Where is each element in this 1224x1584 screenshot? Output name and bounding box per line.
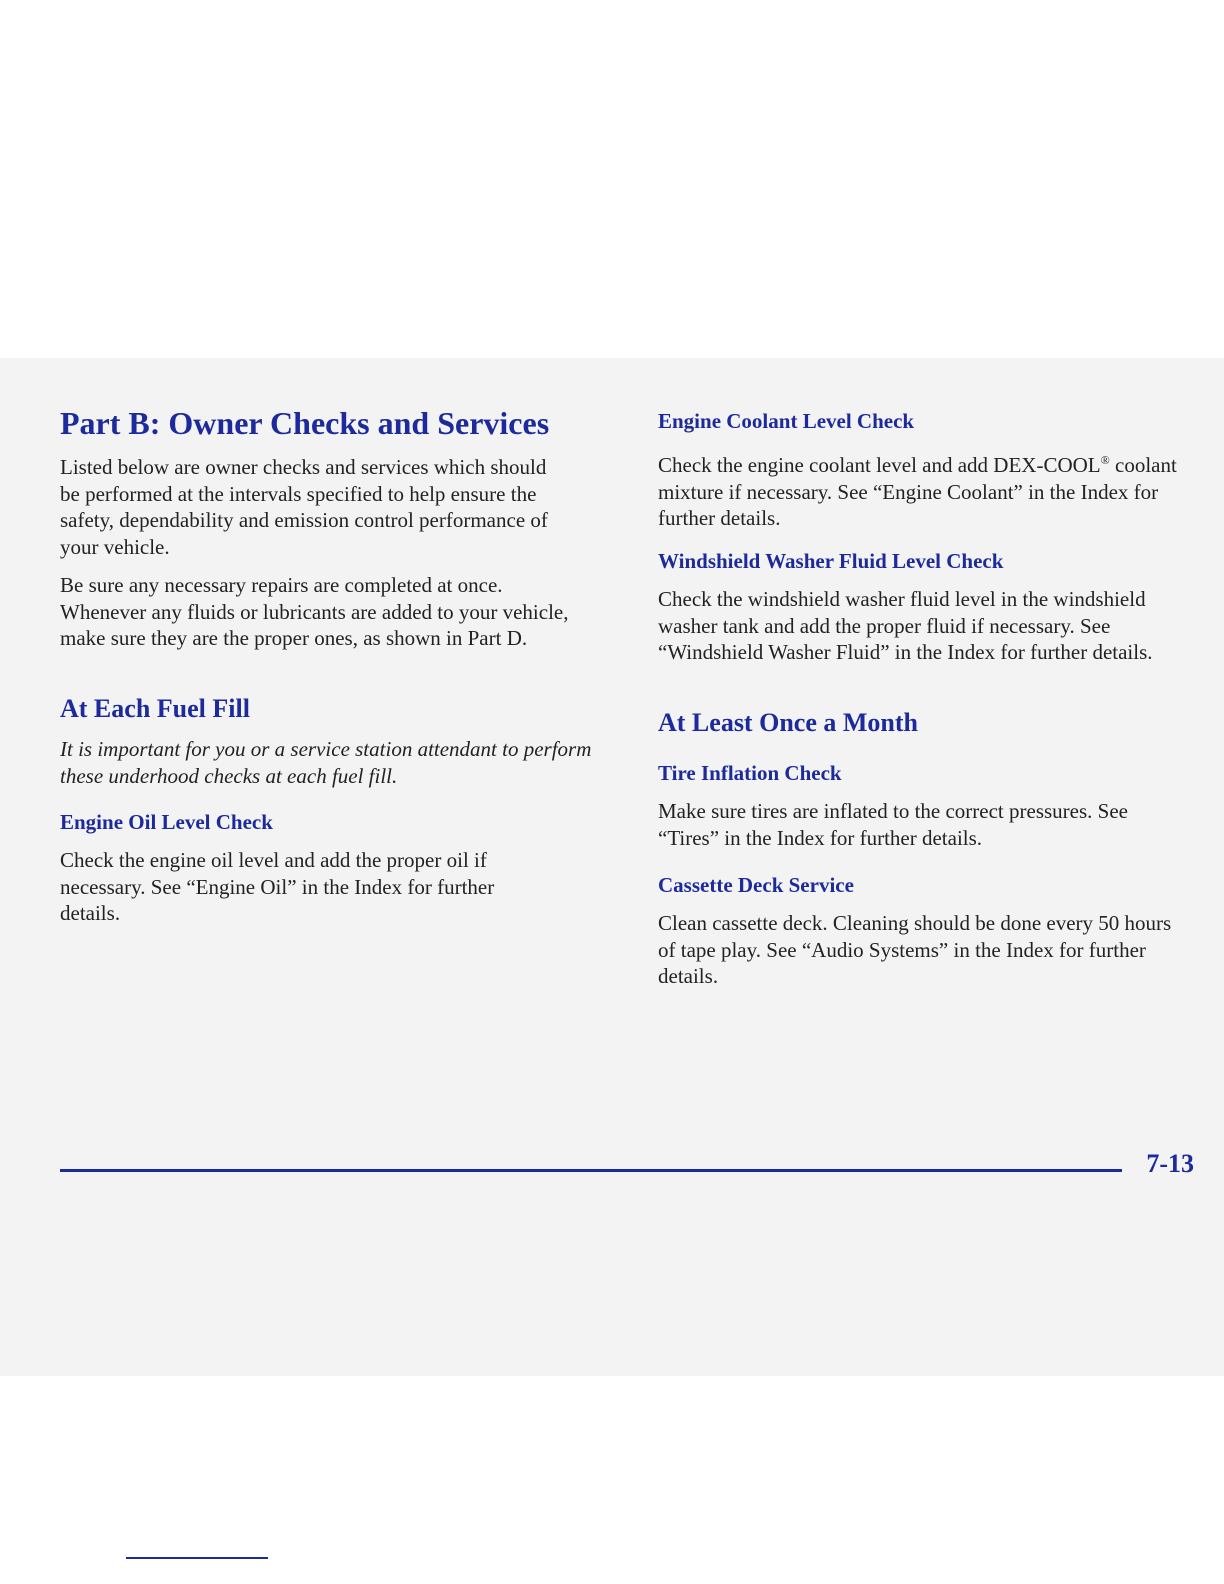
tire-check-heading: Tire Inflation Check — [658, 761, 842, 785]
registered-mark: ® — [1100, 453, 1110, 467]
fuel-fill-note: It is important for you or a service station attendant to perform these underhood checks at each fuel fill. — [60, 737, 592, 788]
page-number: 7-13 — [1146, 1149, 1194, 1178]
cassette-service-heading: Cassette Deck Service — [658, 873, 854, 897]
coolant-text-start: Check the engine coolant level and add DEX-COOL — [658, 453, 1101, 477]
page-area — [0, 358, 1224, 1376]
washer-check-text: Check the windshield washer fluid level in the windshield washer tank and add the proper fluid if necessary. See “Windshield Washer Fluid” in the Index for further details. — [658, 587, 1153, 664]
washer-check-heading: Windshield Washer Fluid Level Check — [658, 549, 1004, 573]
coolant-check-text — [658, 447, 1188, 532]
oil-check-heading: Engine Oil Level Check — [60, 810, 273, 834]
cassette-service-text: Clean cassette deck. Cleaning should be done every 50 hours of tape play. See “Audio Systems” in the Index for further details. — [658, 911, 1172, 988]
repairs-paragraph: Be sure any necessary repairs are completed at once. Whenever any fluids or lubricants are added to your vehicle, make sure they are the proper ones, as shown in Part D. — [60, 573, 569, 650]
fuel-fill-heading: At Each Fuel Fill — [60, 694, 250, 723]
intro-paragraph: Listed below are owner checks and services which should be performed at the intervals specified to help ensure the safety, dependability and emission control performance of your vehicle. — [60, 455, 548, 559]
tire-check-text: Make sure tires are inflated to the correct pressures. See “Tires” in the Index for further details. — [658, 799, 1128, 850]
oil-check-text: Check the engine oil level and add the proper oil if necessary. See “Engine Oil” in the Index for further details. — [60, 848, 495, 925]
monthly-heading: At Least Once a Month — [658, 708, 918, 737]
page-title: Part B: Owner Checks and Services — [60, 405, 550, 441]
bottom-rule — [126, 1557, 268, 1559]
coolant-text-end: coolant mixture if necessary. See “Engine Coolant” in the Index for further details. — [658, 453, 1177, 530]
coolant-check-heading: Engine Coolant Level Check — [658, 409, 915, 433]
footer-rule — [60, 1169, 1122, 1172]
